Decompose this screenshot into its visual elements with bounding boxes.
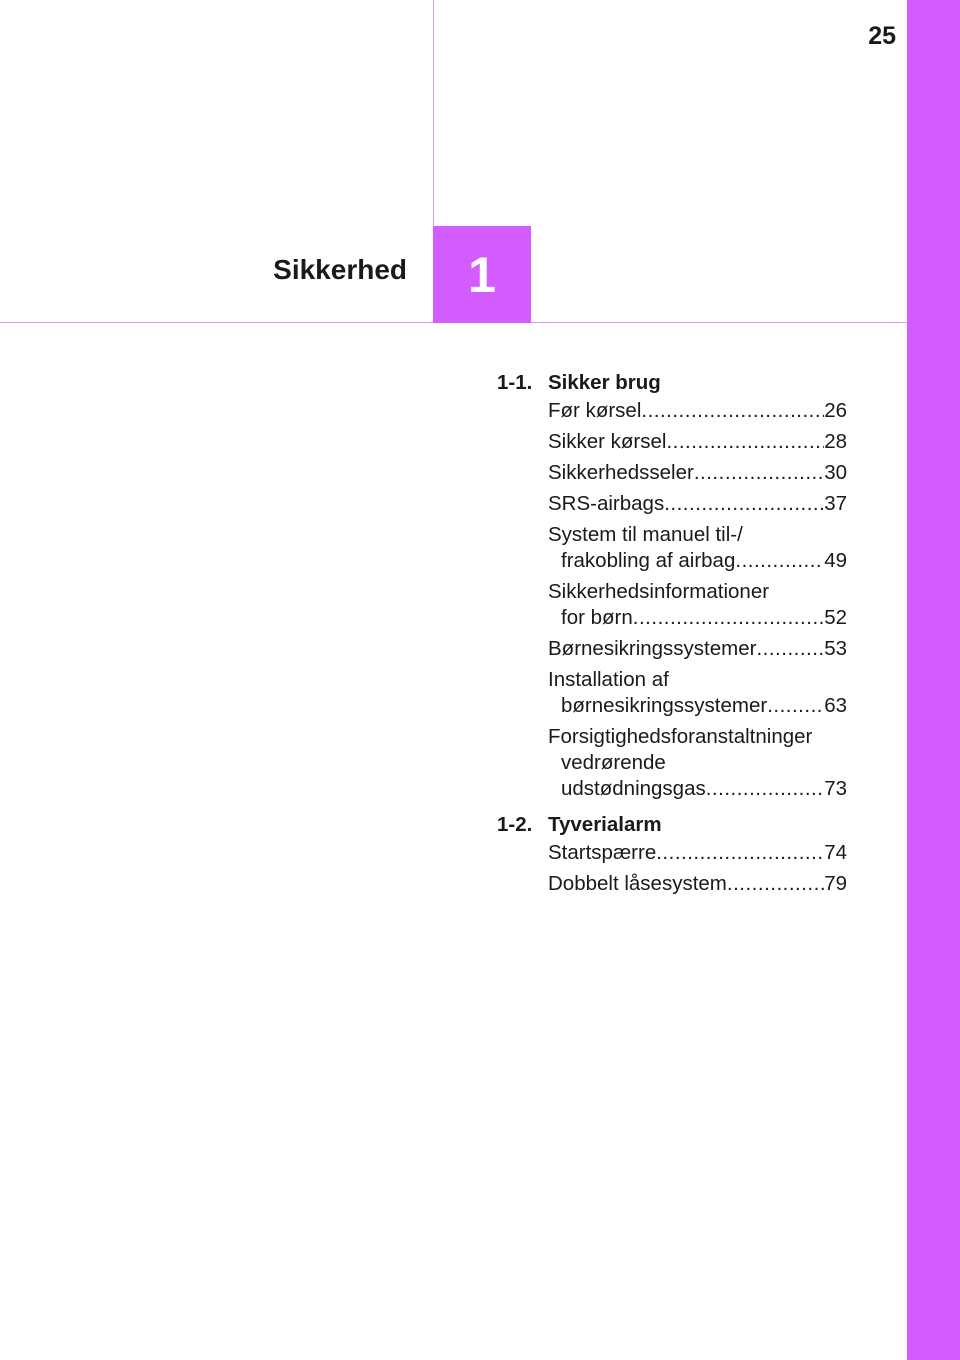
- toc-entry-line: [548, 840, 824, 866]
- toc-entry-line: [548, 429, 824, 455]
- section-heading: [497, 810, 847, 840]
- dot-leader: [706, 776, 824, 802]
- toc-page-number: 30: [824, 461, 847, 484]
- table-of-contents: [497, 368, 847, 902]
- toc-entry-line: vedrørende: [561, 751, 666, 774]
- toc-entry-text: [548, 871, 824, 897]
- toc-entry[interactable]: [548, 579, 847, 631]
- toc-entry-text: [548, 522, 824, 574]
- toc-entry-text: [548, 636, 824, 662]
- dot-leader: [727, 871, 824, 897]
- dot-leader: [656, 840, 824, 866]
- toc-entry-label: Sikkerhedsseler: [548, 461, 694, 484]
- section-title: Sikker brug: [548, 371, 661, 394]
- toc-entry-label: for børn: [561, 606, 633, 629]
- toc-entry[interactable]: [548, 636, 847, 662]
- toc-entry-label: Sikker kørsel: [548, 430, 667, 453]
- dot-leader: [666, 429, 824, 455]
- toc-entry-line: [548, 460, 824, 486]
- toc-entry-line: System til manuel til-/: [548, 523, 743, 546]
- dot-leader: [664, 491, 824, 517]
- toc-entry-text: [548, 840, 824, 866]
- toc-entry[interactable]: [548, 429, 847, 455]
- toc-entry-label: Børnesikringssystemer: [548, 637, 757, 660]
- side-tab: [907, 0, 960, 1360]
- toc-entry-line: [548, 548, 824, 574]
- toc-entry-label: børnesikringssystemer: [561, 694, 768, 717]
- toc-entry[interactable]: [548, 667, 847, 719]
- toc-entry-line: [548, 776, 824, 802]
- section-heading: [497, 368, 847, 398]
- toc-entry[interactable]: [548, 871, 847, 897]
- toc-entry[interactable]: [548, 460, 847, 486]
- dot-leader: [641, 398, 824, 424]
- toc-entry-text: [548, 724, 824, 802]
- toc-page-number: 63: [824, 694, 847, 717]
- toc-entry-text: [548, 460, 824, 486]
- toc-entry-label: Startspærre: [548, 841, 657, 864]
- dot-leader: [694, 460, 824, 486]
- toc-entry[interactable]: [548, 491, 847, 517]
- toc-page-number: 79: [824, 872, 847, 895]
- toc-page-number: 49: [824, 549, 847, 572]
- section-number: 1-2.: [497, 813, 533, 836]
- toc-page-number: 28: [824, 430, 847, 453]
- toc-entry-text: [548, 429, 824, 455]
- toc-page-number: 26: [824, 399, 847, 422]
- toc-entry-line: [548, 871, 824, 897]
- toc-entry-line: [548, 693, 824, 719]
- page-number: 25: [868, 22, 896, 50]
- toc-entry-line: Forsigtighedsforanstaltninger: [548, 725, 813, 748]
- dot-leader: [767, 693, 824, 719]
- dot-leader: [756, 636, 824, 662]
- toc-entry[interactable]: [548, 724, 847, 802]
- section-title: Tyverialarm: [548, 813, 662, 836]
- toc-page-number: 53: [824, 637, 847, 660]
- toc-entry-line: [548, 398, 824, 424]
- chapter-number: 1: [468, 246, 496, 303]
- toc-entry-label: Før kørsel: [548, 399, 642, 422]
- toc-page-number: 52: [824, 606, 847, 629]
- toc-page-number: 37: [824, 492, 847, 515]
- toc-entry-label: udstødningsgas: [561, 777, 706, 800]
- toc-entry-line: [548, 636, 824, 662]
- toc-entry-text: [548, 667, 824, 719]
- section-number: 1-1.: [497, 371, 533, 394]
- toc-entry[interactable]: [548, 398, 847, 424]
- dot-leader: [735, 548, 824, 574]
- toc-entry-text: [548, 579, 824, 631]
- toc-entry-line: Installation af: [548, 668, 669, 691]
- toc-page-number: 74: [824, 841, 847, 864]
- dot-leader: [633, 605, 824, 631]
- toc-entry-text: [548, 491, 824, 517]
- toc-entry[interactable]: [548, 840, 847, 866]
- toc-entry[interactable]: [548, 522, 847, 574]
- toc-entry-line: Sikkerhedsinformationer: [548, 580, 770, 603]
- toc-entry-label: frakobling af airbag: [561, 549, 736, 572]
- chapter-number-box: [433, 226, 531, 323]
- toc-entry-line: [548, 491, 824, 517]
- toc-page-number: 73: [824, 777, 847, 800]
- toc-entry-label: SRS-airbags: [548, 492, 665, 515]
- toc-entry-label: Dobbelt låsesystem: [548, 872, 727, 895]
- toc-entry-text: [548, 398, 824, 424]
- chapter-title: Sikkerhed: [273, 254, 407, 285]
- toc-entry-line: [548, 605, 824, 631]
